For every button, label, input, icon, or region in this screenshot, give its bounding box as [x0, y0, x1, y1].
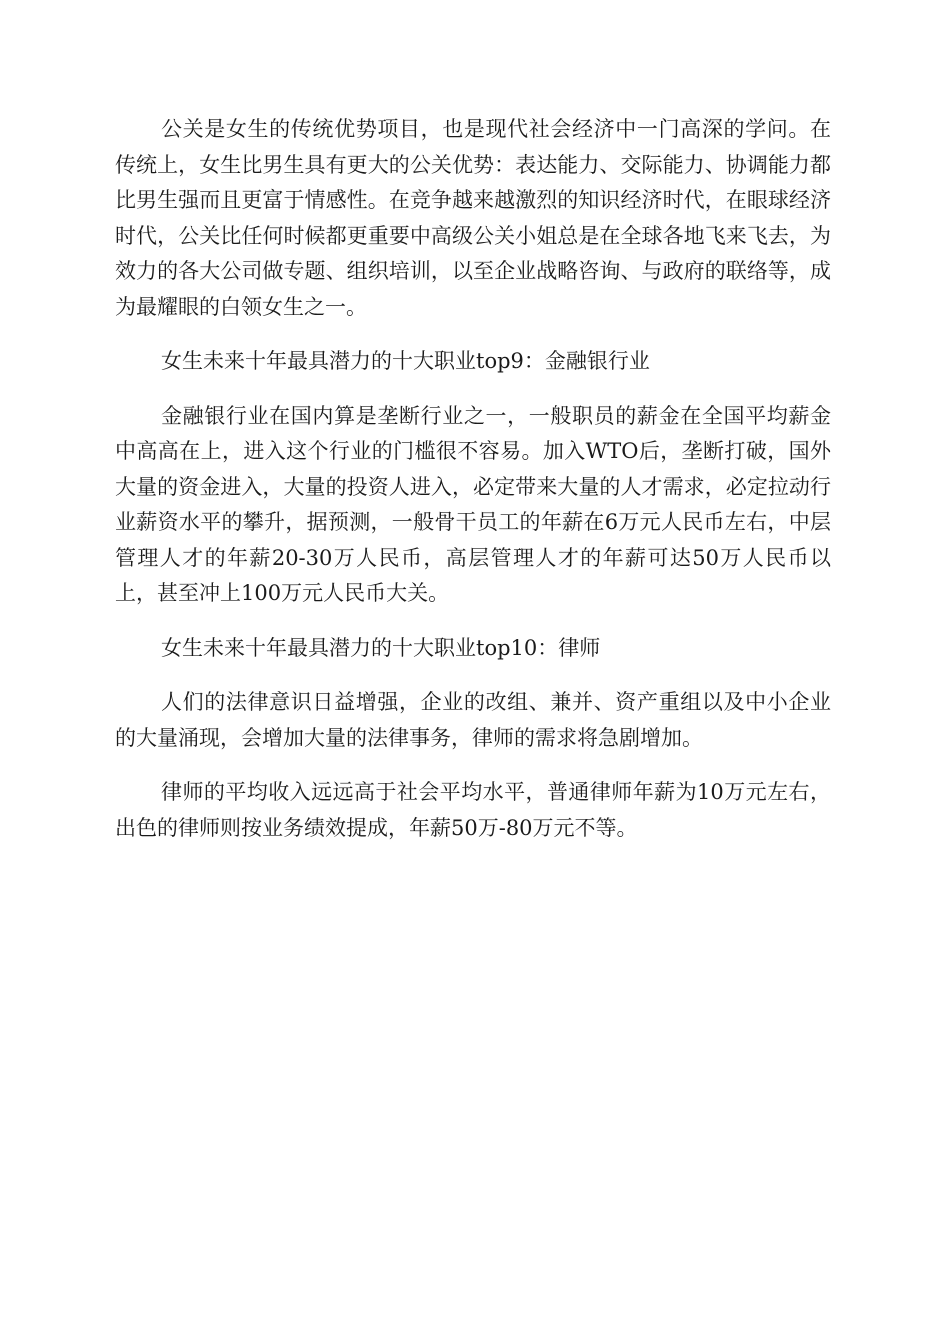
- paragraph-lawyer-income: 律师的平均收入远远高于社会平均水平，普通律师年薪为10万元左右，出色的律师则按业务绩效提成，年薪50万-80万元不等。: [115, 780, 831, 840]
- paragraph-public-relations: 公关是女生的传统优势项目，也是现代社会经济中一门高深的学问。在传统上，女生比男生具有更大的公关优势：表达能力、交际能力、协调能力都比男生强而且更富于情感性。在竞争越来越激烈的知识经济时代，在眼球经济时代，公关比任何时候都更重要中高级公关小姐总是在全球各地飞来飞去，为效力的各大公司做专题、组织培训，以至企业战略咨询、与政府的联络等，成为最耀眼的白领女生之一。: [115, 117, 831, 319]
- paragraph-lawyer-demand: 人们的法律意识日益增强，企业的改组、兼并、资产重组以及中小企业的大量涌现，会增加大量的法律事务，律师的需求将急剧增加。: [115, 690, 831, 750]
- paragraph-finance: 金融银行业在国内算是垄断行业之一，一般职员的薪金在全国平均薪金中高高在上，进入这个行业的门槛很不容易。加入WTO后，垄断打破，国外大量的资金进入，大量的投资人进入，必定带来大量的人才需求，必定拉动行业薪资水平的攀升，据预测，一般骨干员工的年薪在6万元人民币左右，中层管理人才的年薪20-30万人民币，高层管理人才的年薪可达50万人民币以上，甚至冲上100万元人民币大关。: [115, 403, 831, 605]
- heading-top9-finance: 女生未来十年最具潜力的十大职业top9：金融银行业: [161, 349, 650, 373]
- heading-top10-lawyer: 女生未来十年最具潜力的十大职业top10：律师: [161, 635, 601, 660]
- document-page: [115, 112, 831, 865]
